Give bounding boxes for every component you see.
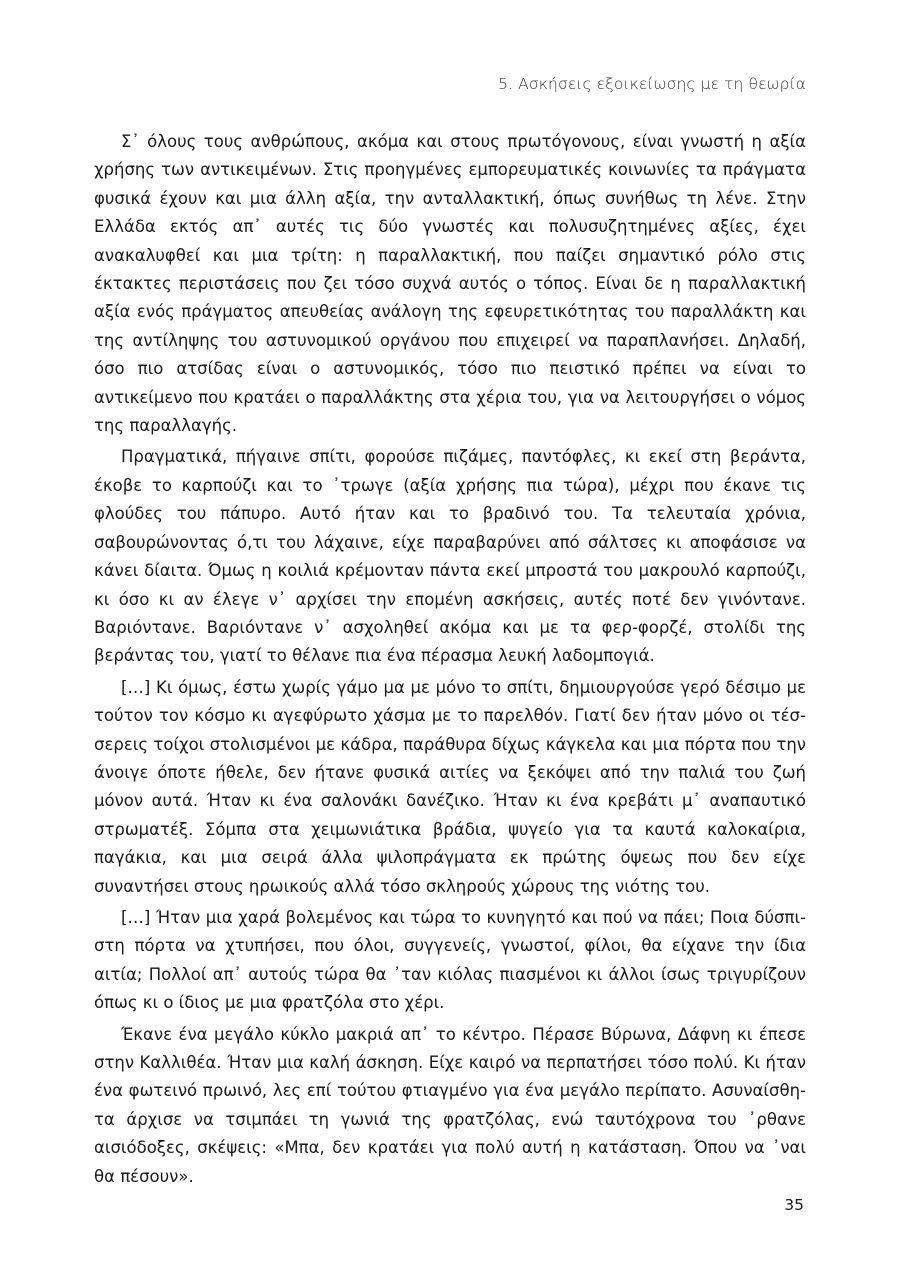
- paragraph: Σ᾿ όλους τους ανθρώπους, ακόμα και στους πρωτόγονους, είναι γνωστή η αξία χρήσης των αντικειμένων. Στις προηγμένες εμπορευματικές κοινωνίες τα πράγματα φυσικά έχουν και μια άλλη αξία, την ανταλλακτική, όπως συνήθως τη λένε. Στην Ελλάδα εκτός απ᾿ αυτές τις δύο γνωστές και πολυσυζητημένες αξίες, έχει ανακαλυφθεί και μια τρίτη: η παραλλακτική, που παίζει σημαντικό ρόλο στις έκτακτες περιστάσεις που ζει τόσο συχνά αυτός ο τόπος. Είναι δε η παραλλακτική αξία ενός πράγματος απευθείας ανάλογη της εφευρετικότητας του παραλλάκτη και της αντίληψης του αστυνομικού οργάνου που επιχειρεί να παραπλανήσει. Δηλαδή, όσο πιο ατσίδας είναι ο αστυνομικός, τόσο πιο πειστικό πρέπει να είναι το αντικείμενο που κρατάει ο παραλλάκτης στα χέρια του, για να λειτουργήσει ο νόμος της παραλλαγής.: [94, 132, 806, 436]
- paragraph: Έκανε ένα μεγάλο κύκλο μακριά απ᾿ το κέντρο. Πέρασε Βύρωνα, Δάφνη κι έπεσε στην Καλλιθέα. Ήταν μια καλή άσκηση. Είχε καιρό να περπατήσει τόσο πολύ. Κι ήταν ένα φωτεινό πρωινό, λες επί τούτου φτιαγμένο για ένα μεγάλο περίπατο. Ασυναίσθητα άρχισε να τσιμπάει τη γωνιά της φρατζόλας, ενώ ταυτόχρονα του ᾿ρθανε αισιόδοξες, σκέψεις: «Μπα, δεν κρατάει για πολύ αυτή η κατάσταση. Όπου να ᾿ναι θα πέσουν».: [94, 1024, 806, 1186]
- page-number: 35: [784, 1196, 804, 1214]
- paragraph: […] Κι όμως, έστω χωρίς γάμο μα με μόνο το σπίτι, δημιουργούσε γερό δέσιμο με τούτον τον κόσμο κι αγεφύρωτο χάσμα με το παρελθόν. Γιατί δεν ήταν μόνο οι τέσσερεις τοίχοι στολισμένοι με κάδρα, παράθυρα δίχως κάγκελα και μια πόρτα που την άνοιγε όποτε ήθελε, δεν ήτανε φυσικά αιτίες να ξεκόψει από την παλιά του ζωή μόνον αυτά. Ήταν κι ένα σαλονάκι δανέζικο. Ήταν κι ένα κρεβάτι μ᾿ αναπαυτικό στρωματέξ. Σόμπα στα χειμωνιάτικα βράδια, ψυγείο για τα καυτά καλοκαίρια, παγάκια, και μια σειρά άλλα ψιλοπράγματα εκ πρώτης όψεως που δεν είχε συναντήσει στους ηρωικούς αλλά τόσο σκληρούς χώρους της νιότης του.: [94, 677, 806, 896]
- body-text: [94, 128, 806, 1191]
- running-header: 5. Ασκήσεις εξοικείωσης με τη θεωρία: [498, 75, 806, 93]
- paragraph: Πραγματικά, πήγαινε σπίτι, φορούσε πιζάμες, παντόφλες, κι εκεί στη βεράντα, έκοβε το καρπούζι και το ᾿τρωγε (αξία χρήσης πια τώρα), μέχρι που έκανε τις φλούδες του πάπυρο. Αυτό ήταν και το βραδινό του. Τα τελευταία χρόνια, σαβουρώνοντας ό,τι του λάχαινε, είχε παραβαρύνει από σάλτσες κι αποφάσισε να κάνει δίαιτα. Όμως η κοιλιά κρέμονταν πάντα εκεί μπροστά του μακρουλό καρπούζι, κι όσο κι αν έλεγε ν᾿ αρχίσει την επομένη ασκήσεις, αυτές ποτέ δεν γινόντανε. Βαριόντανε. Βαριόντανε ν᾿ ασχοληθεί ακόμα και με τα φερ-φορζέ, στολίδι της βεράντας του, γιατί το θέλανε πια ένα πέρασμα λευκή λαδομπογιά.: [94, 447, 806, 666]
- paragraph: […] Ήταν μια χαρά βολεμένος και τώρα το κυνηγητό και πού να πάει; Ποια δύσπιστη πόρτα να χτυπήσει, που όλοι, συγγενείς, γνωστοί, φίλοι, θα είχανε την ίδια αιτία; Πολλοί απ᾿ αυτούς τώρα θα ᾿ταν κιόλας πιασμένοι κι άλλοι ίσως τριγυρίζουν όπως κι ο ίδιος με μια φρατζόλα στο χέρι.: [94, 907, 806, 1013]
